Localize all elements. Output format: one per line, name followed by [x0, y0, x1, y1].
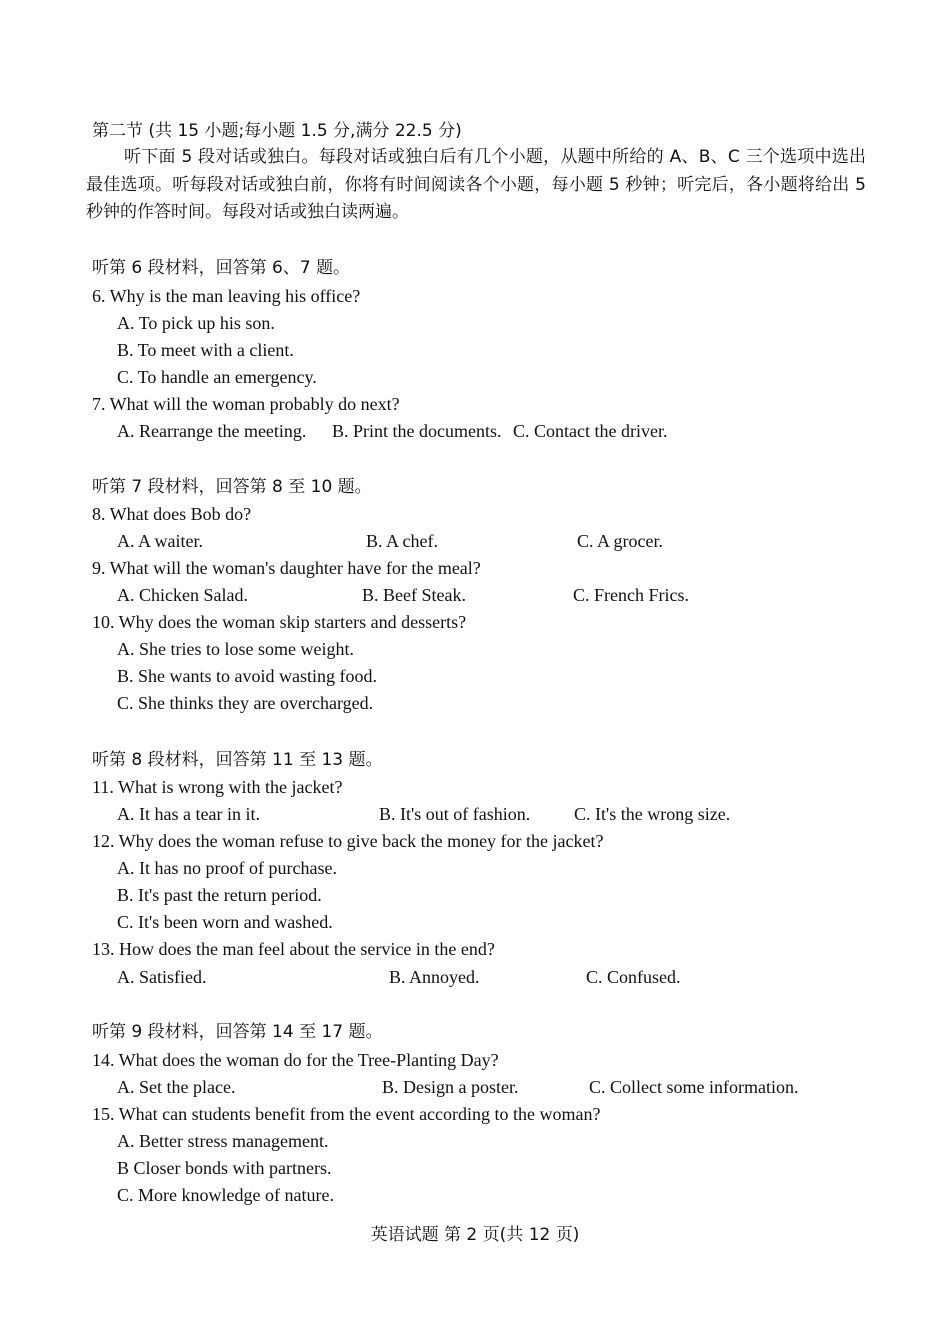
option-a: A. Better stress management.	[117, 1131, 329, 1151]
option-c: C. Collect some information.	[589, 1077, 799, 1097]
option-b: B. It's out of fashion.	[379, 804, 531, 824]
group-heading: 听第 9 段材料，回答第 14 至 17 题。	[92, 1022, 383, 1042]
group-heading: 听第 7 段材料，回答第 8 至 10 题。	[92, 477, 372, 497]
group-heading: 听第 6 段材料，回答第 6、7 题。	[92, 258, 351, 278]
option-c: C. Confused.	[586, 967, 681, 987]
option-a: A. To pick up his son.	[117, 313, 275, 333]
option-a: A. Chicken Salad.	[117, 585, 248, 605]
group-heading: 听第 8 段材料，回答第 11 至 13 题。	[92, 750, 383, 770]
option-c: C. It's been worn and washed.	[117, 912, 333, 932]
question-stem: 7. What will the woman probably do next?	[92, 394, 400, 414]
instructions: 听下面 5 段对话或独白。每段对话或独白后有几个小题，从题中所给的 A、B、C 三个选项中选出最佳选项。听每段对话或独白前，你将有时间阅读各个小题，每小题 5 秒钟；听完后，各小题将给出 5 秒钟的作答时间。每段对话或独白读两遍。	[86, 147, 866, 222]
option-c: C. It's the wrong size.	[574, 804, 731, 824]
question-stem: 8. What does Bob do?	[92, 504, 252, 524]
option-a: A. It has a tear in it.	[117, 804, 260, 824]
question-stem: 12. Why does the woman refuse to give back the money for the jacket?	[92, 831, 604, 851]
option-b: B. A chef.	[366, 531, 438, 551]
option-a: A. She tries to lose some weight.	[117, 639, 354, 659]
question-stem: 15. What can students benefit from the event according to the woman?	[92, 1104, 601, 1124]
option-c: C. Contact the driver.	[513, 421, 668, 441]
section-header: 第二节 (共 15 小题;每小题 1.5 分,满分 22.5 分)	[92, 121, 462, 141]
option-c: C. More knowledge of nature.	[117, 1185, 334, 1205]
question-stem: 11. What is wrong with the jacket?	[92, 777, 343, 797]
question-stem: 10. Why does the woman skip starters and desserts?	[92, 612, 467, 632]
option-a: A. Satisfied.	[117, 967, 207, 987]
option-a: A. It has no proof of purchase.	[117, 858, 337, 878]
option-c: C. A grocer.	[577, 531, 663, 551]
option-c: C. She thinks they are overcharged.	[117, 693, 374, 713]
question-stem: 14. What does the woman do for the Tree-Planting Day?	[92, 1050, 499, 1070]
option-a: A. A waiter.	[117, 531, 203, 551]
option-c: C. To handle an emergency.	[117, 367, 317, 387]
option-b: B. To meet with a client.	[117, 340, 294, 360]
option-c: C. French Frics.	[573, 585, 689, 605]
question-stem: 13. How does the man feel about the service in the end?	[92, 939, 495, 959]
option-b: B Closer bonds with partners.	[117, 1158, 332, 1178]
option-a: A. Rearrange the meeting.	[117, 421, 307, 441]
option-b: B. Design a poster.	[382, 1077, 519, 1097]
option-b: B. Beef Steak.	[362, 585, 466, 605]
option-b: B. She wants to avoid wasting food.	[117, 666, 377, 686]
option-b: B. Print the documents.	[332, 421, 502, 441]
page-footer: 英语试题 第 2 页(共 12 页)	[370, 1225, 580, 1245]
option-b: B. Annoyed.	[389, 967, 480, 987]
question-stem: 6. Why is the man leaving his office?	[92, 286, 361, 306]
option-a: A. Set the place.	[117, 1077, 236, 1097]
question-stem: 9. What will the woman's daughter have for the meal?	[92, 558, 481, 578]
option-b: B. It's past the return period.	[117, 885, 322, 905]
